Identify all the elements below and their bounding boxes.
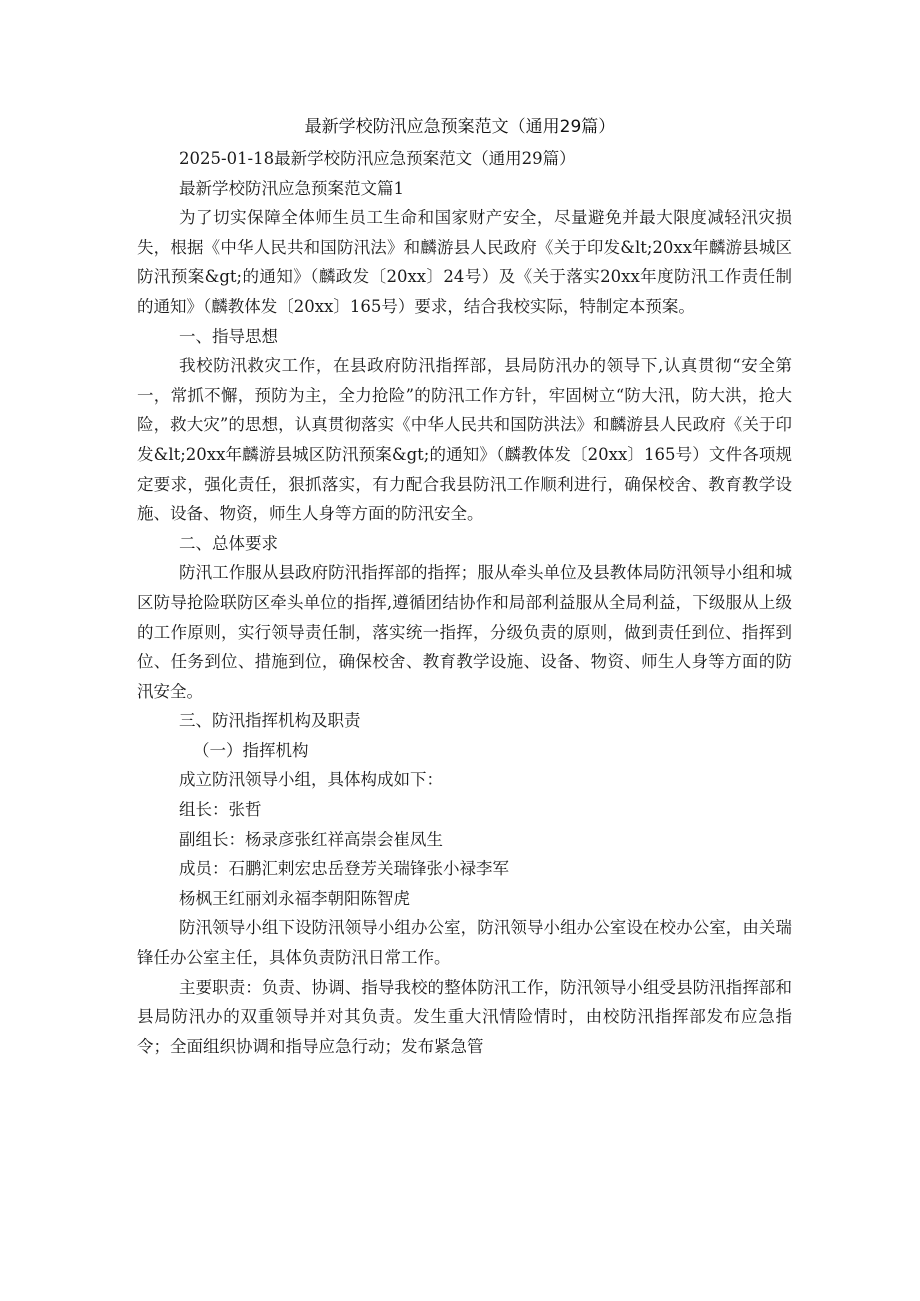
- paragraph: 最新学校防汛应急预案范文篇1: [179, 178, 404, 198]
- paragraph: 组长：张哲: [179, 800, 262, 820]
- paragraph: 成员：石鹏汇剌宏忠岳登芳关瑞锋张小禄李军: [179, 859, 509, 879]
- document-body: [137, 144, 792, 1061]
- paragraph: 防汛工作服从县政府防汛指挥部的指挥；服从牵头单位及县教体局防汛领导小组和城区防导抢险联防区牵头单位的指挥,遵循团结协作和局部利益服从全局利益，下级服从上级的工作原则，实行领导责任制，落实统一指挥，分级负责的原则，做到责任到位、指挥到位、任务到位、措施到位，确保校舍、教育教学设施、设备、物资、师生人身等方面的防汛安全。: [137, 563, 792, 701]
- paragraph: （一）指挥机构: [193, 740, 309, 760]
- paragraph: 副组长：杨录彦张红祥高崇会崔凤生: [179, 829, 443, 849]
- paragraph: 一、指导思想: [179, 326, 278, 346]
- paragraph: 二、总体要求: [179, 533, 278, 553]
- paragraph: 为了切实保障全体师生员工生命和国家财产安全，尽量避免并最大限度减轻汛灾损失，根据《中华人民共和国防汛法》和麟游县人民政府《关于印发&lt;20xx年麟游县城区防汛预案&gt;的通知》（麟政发〔20xx〕24号）及《关于落实20xx年度防汛工作责任制的通知》（麟教体发〔20xx〕165号）要求，结合我校实际，特制定本预案。: [137, 208, 792, 316]
- paragraph: 三、防汛指挥机构及职责: [179, 711, 361, 731]
- paragraph: 2025-01-18最新学校防汛应急预案范文（通用29篇）: [179, 149, 576, 168]
- paragraph: 成立防汛领导小组，具体构成如下：: [179, 770, 443, 790]
- paragraph: 杨枫王红丽刘永福李朝阳陈智虎: [179, 888, 410, 908]
- document-title: 最新学校防汛应急预案范文（通用29篇）: [304, 117, 616, 137]
- paragraph: 防汛领导小组下设防汛领导小组办公室，防汛领导小组办公室设在校办公室，由关瑞锋任办公室主任，具体负责防汛日常工作。: [137, 918, 792, 968]
- paragraph: 主要职责：负责、协调、指导我校的整体防汛工作，防汛领导小组受县防汛指挥部和县局防汛办的双重领导并对其负责。发生重大汛情险情时，由校防汛指挥部发布应急指令；全面组织协调和指导应急行动；发布紧急管: [137, 977, 792, 1056]
- paragraph: 我校防汛救灾工作，在县政府防汛指挥部，县局防汛办的领导下,认真贯彻“安全第一，常抓不懈，预防为主，全力抢险”的防汛工作方针，牢固树立“防大汛，防大洪，抢大险，救大灾”的思想，认真贯彻落实《中华人民共和国防洪法》和麟游县人民政府《关于印发&lt;20xx年麟游县城区防汛预案&gt;的通知》（麟教体发〔20xx〕165号）文件各项规定要求，强化责任，狠抓落实，有力配合我县防汛工作顺利进行，确保校舍、教育教学设施、设备、物资，师生人身等方面的防汛安全。: [137, 356, 792, 524]
